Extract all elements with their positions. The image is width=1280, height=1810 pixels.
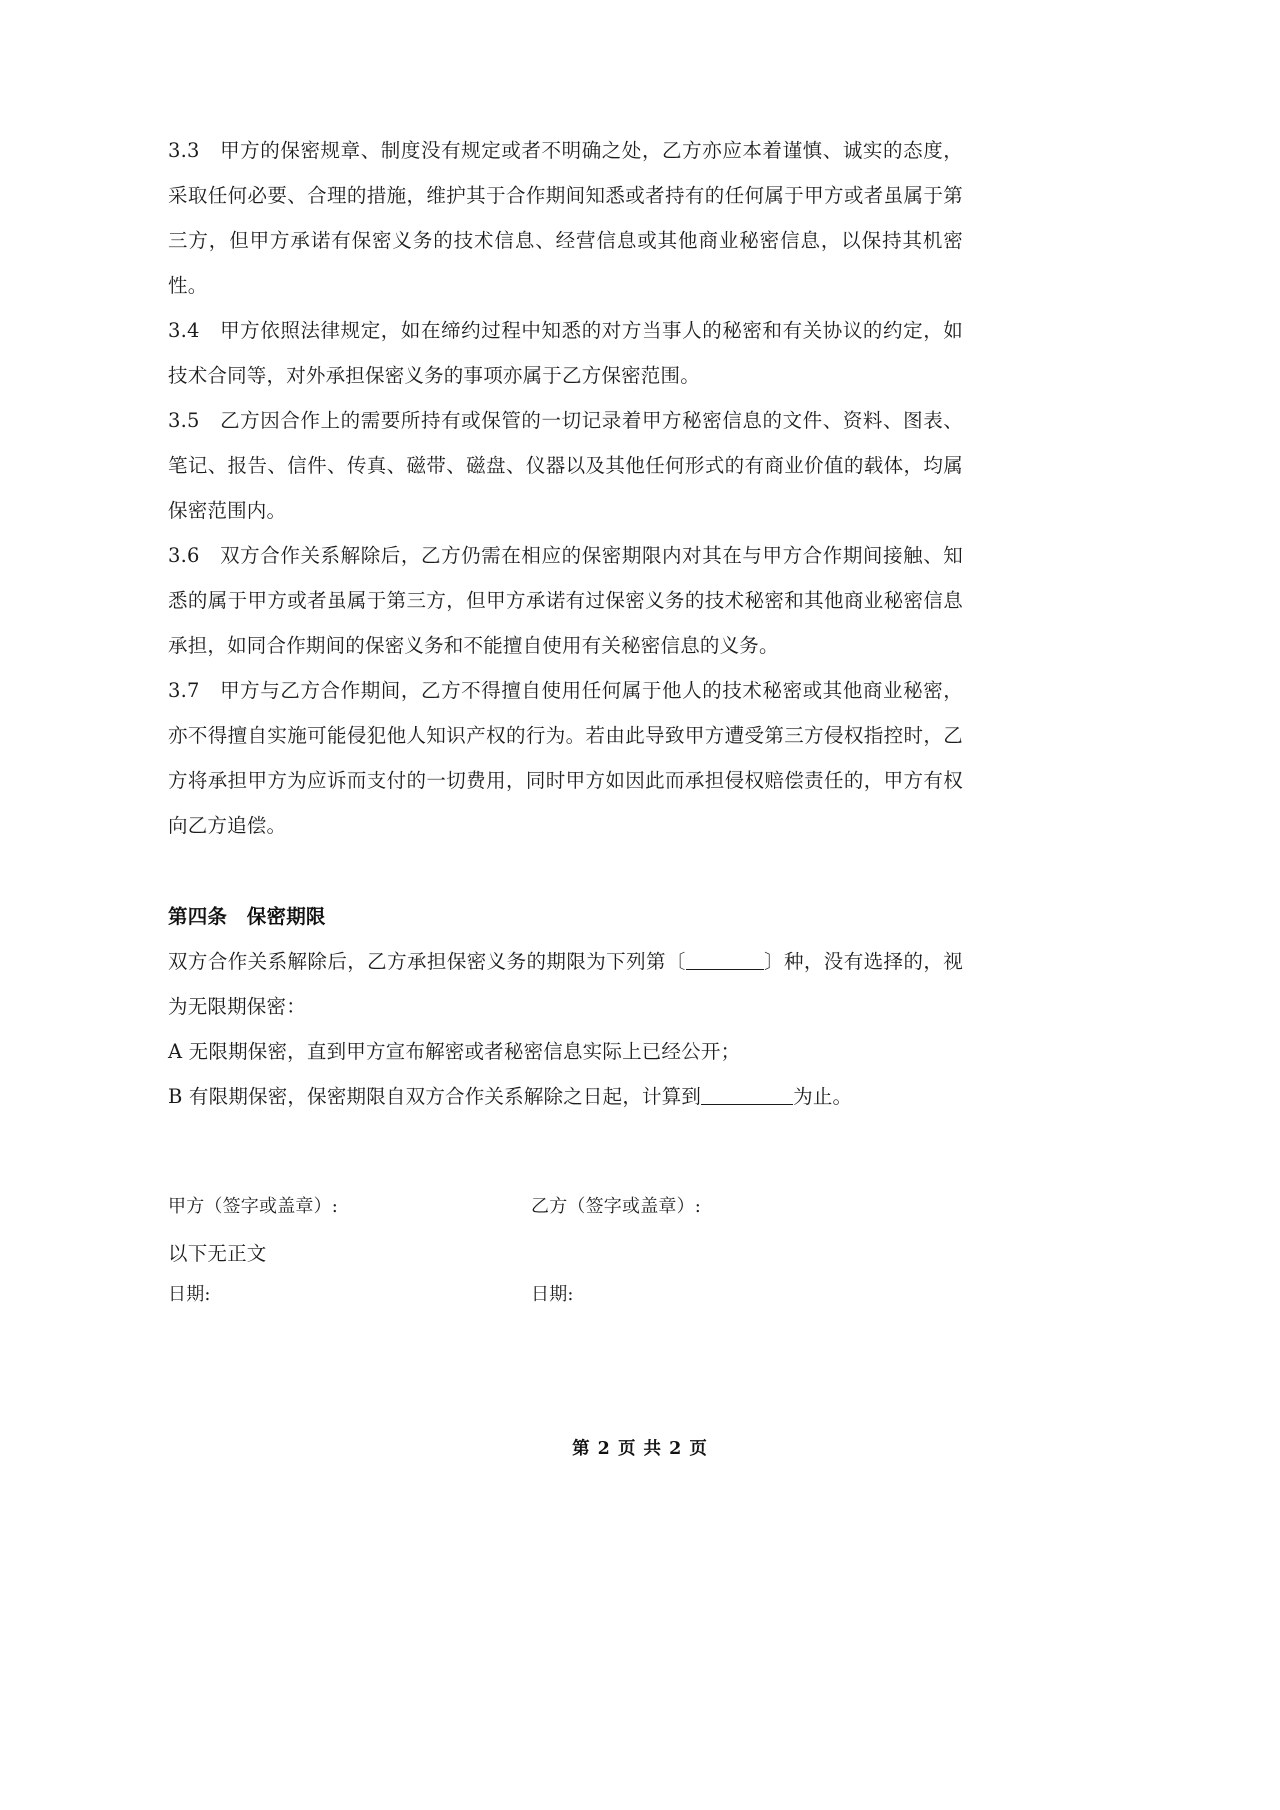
clause-3-3: 3.3 甲方的保密规章、制度没有规定或者不明确之处，乙方亦应本着谨慎、诚实的态度，采取任何必要、合理的措施，维护其于合作期间知悉或者持有的任何属于甲方或者虽属于第三方，但甲方承诺有保密义务的技术信息、经营信息或其他商业秘密信息，以保持其机密性。 — [168, 139, 963, 297]
party-a-date-label: 日期: — [168, 1284, 211, 1305]
document-body — [168, 128, 963, 1276]
option-a: A 无限期保密，直到甲方宣布解密或者秘密信息实际上已经公开； — [168, 1040, 741, 1063]
party-b-date-label: 日期: — [531, 1284, 574, 1305]
option-b — [168, 1074, 963, 1119]
secrecy-term-option-blank[interactable] — [686, 969, 764, 970]
no-body-text-note: 以下无正文 — [168, 1242, 267, 1265]
option-b-prefix: B 有限期保密，保密期限自双方合作关系解除之日起，计算到 — [168, 1085, 702, 1108]
article-four-intro — [168, 939, 963, 1029]
party-b-signature-label: 乙方（签字或盖章）: — [531, 1196, 702, 1217]
date-section — [168, 1278, 963, 1312]
signature-name-row — [168, 1190, 963, 1224]
page-footer: 第 2 页 共 2 页 — [572, 1439, 708, 1459]
clause-3-4: 3.4 甲方依照法律规定，如在缔约过程中知悉的对方当事人的秘密和有关协议的约定，如技术合同等，对外承担保密义务的事项亦属于乙方保密范围。 — [168, 319, 963, 387]
option-b-suffix: 为止。 — [793, 1085, 853, 1108]
article-four-intro-prefix: 双方合作关系解除后，乙方承担保密义务的期限为下列第〔 — [168, 950, 686, 973]
article-four-intro-suffix: 〕种，没有选择的，视为无限期保密： — [168, 950, 963, 1018]
section-spacer — [168, 848, 963, 894]
signature-section — [168, 1190, 963, 1224]
clause-3-5: 3.5 乙方因合作上的需要所持有或保管的一切记录着甲方秘密信息的文件、资料、图表、笔记、报告、信件、传真、磁带、磁盘、仪器以及其他任何形式的有商业价值的载体，均属保密范围内。 — [168, 409, 963, 522]
clause-3-6: 3.6 双方合作关系解除后，乙方仍需在相应的保密期限内对其在与甲方合作期间接触、知悉的属于甲方或者虽属于第三方，但甲方承诺有过保密义务的技术秘密和其他商业秘密信息承担，如同合作期间的保密义务和不能擅自使用有关秘密信息的义务。 — [168, 544, 963, 657]
signature-date-row — [168, 1278, 963, 1312]
clause-3-7: 3.7 甲方与乙方合作期间，乙方不得擅自使用任何属于他人的技术秘密或其他商业秘密，亦不得擅自实施可能侵犯他人知识产权的行为。若由此导致甲方遭受第三方侵权指控时，乙方将承担甲方为应诉而支付的一切费用，同时甲方如因此而承担侵权赔偿责任的，甲方有权向乙方追偿。 — [168, 679, 963, 837]
party-a-signature-label: 甲方（签字或盖章）: — [168, 1196, 339, 1217]
article-four-heading: 第四条 保密期限 — [168, 905, 326, 928]
secrecy-end-date-blank[interactable] — [701, 1104, 793, 1105]
